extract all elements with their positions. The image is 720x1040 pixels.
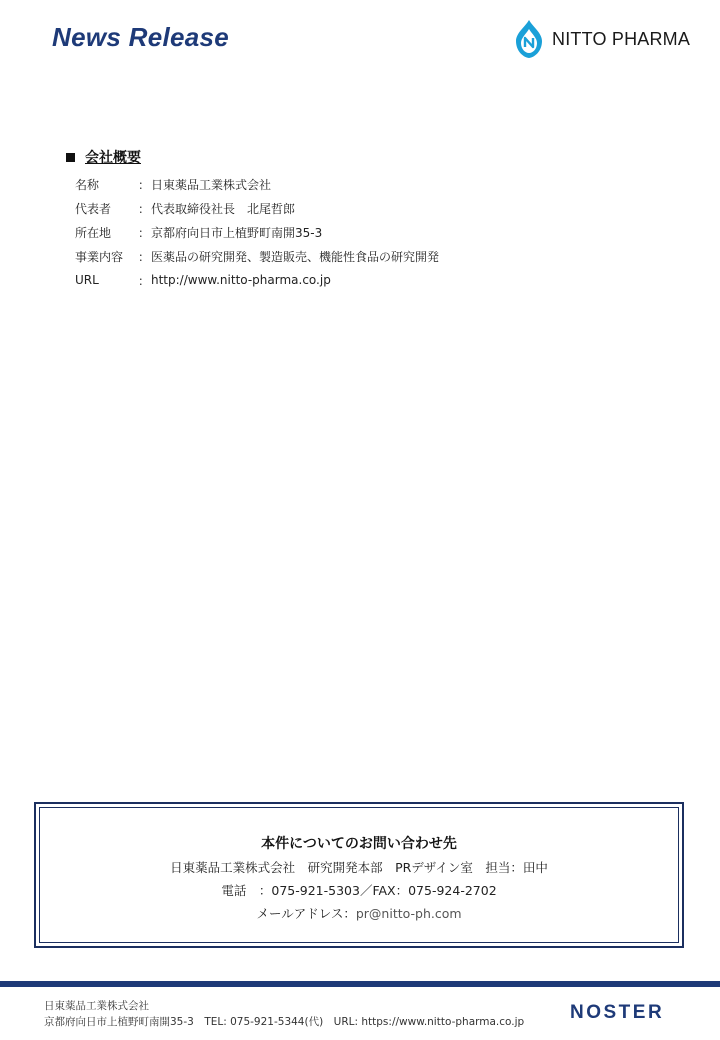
overview-row-business xyxy=(75,244,626,268)
row-label: 代表者 xyxy=(75,201,112,216)
company-logo xyxy=(514,19,690,59)
row-value: 代表取締役社長 北尾哲郎 xyxy=(151,201,296,216)
phone-number: 075-921-5303 xyxy=(271,883,360,898)
noster-brand-logo: NOSTER xyxy=(570,1002,665,1023)
overview-row-url xyxy=(75,268,626,292)
logo-text: NITTO PHARMA xyxy=(552,28,691,49)
contact-department: 日東薬品工業株式会社 研究開発本部 PRデザイン室 担当：田中 xyxy=(170,860,548,875)
fax-label: ／FAX： xyxy=(359,883,409,898)
footer-band xyxy=(0,981,720,987)
company-url-link[interactable]: http://www.nitto-pharma.co.jp xyxy=(151,273,331,287)
row-value: 日東薬品工業株式会社 xyxy=(151,177,272,192)
email-link[interactable]: pr@nitto-ph.com xyxy=(355,906,462,921)
footer-company: 日東薬品工業株式会社 xyxy=(44,1000,149,1012)
news-release-title: News Release xyxy=(52,22,230,52)
phone-label: 電話 xyxy=(221,883,247,898)
contact-phone-line xyxy=(36,879,682,902)
overview-heading-text: 会社概要 xyxy=(85,150,141,166)
row-label: 事業内容 xyxy=(75,249,124,264)
overview-rows xyxy=(75,172,626,292)
row-label: 所在地 xyxy=(75,225,112,240)
row-separator: ： xyxy=(138,225,151,240)
row-value: 医薬品の研究開発、製造販売、機能性食品の研究開発 xyxy=(151,249,440,264)
row-separator: ： xyxy=(138,201,151,216)
nitto-pharma-logo-icon xyxy=(514,19,544,59)
footer-address: 京都府向日市上植野町南開35-3 TEL: 075-921-5344(代) URL: https://www.nitto-pharma.co.jp xyxy=(44,1016,525,1028)
row-label: 名称 xyxy=(75,177,100,192)
contact-title: 本件についてのお問い合わせ先 xyxy=(261,836,457,852)
footer-info xyxy=(44,998,524,1030)
overview-row-address xyxy=(75,220,626,244)
overview-heading xyxy=(66,146,626,168)
row-separator: ： xyxy=(138,177,151,192)
contact-content xyxy=(36,832,682,925)
row-label: URL xyxy=(75,273,99,287)
contact-box xyxy=(34,802,684,948)
square-bullet-icon xyxy=(66,153,75,162)
overview-row-name xyxy=(75,172,626,196)
company-overview xyxy=(66,146,626,292)
row-separator: ： xyxy=(138,273,151,288)
row-value: 京都府向日市上植野町南開35-3 xyxy=(151,225,323,240)
fax-number: 075-924-2702 xyxy=(408,883,497,898)
row-separator: ： xyxy=(138,249,151,264)
overview-row-representative xyxy=(75,196,626,220)
contact-email-line xyxy=(36,902,682,925)
phone-separator: ： xyxy=(258,883,272,898)
email-label: メールアドレス： xyxy=(256,906,356,921)
